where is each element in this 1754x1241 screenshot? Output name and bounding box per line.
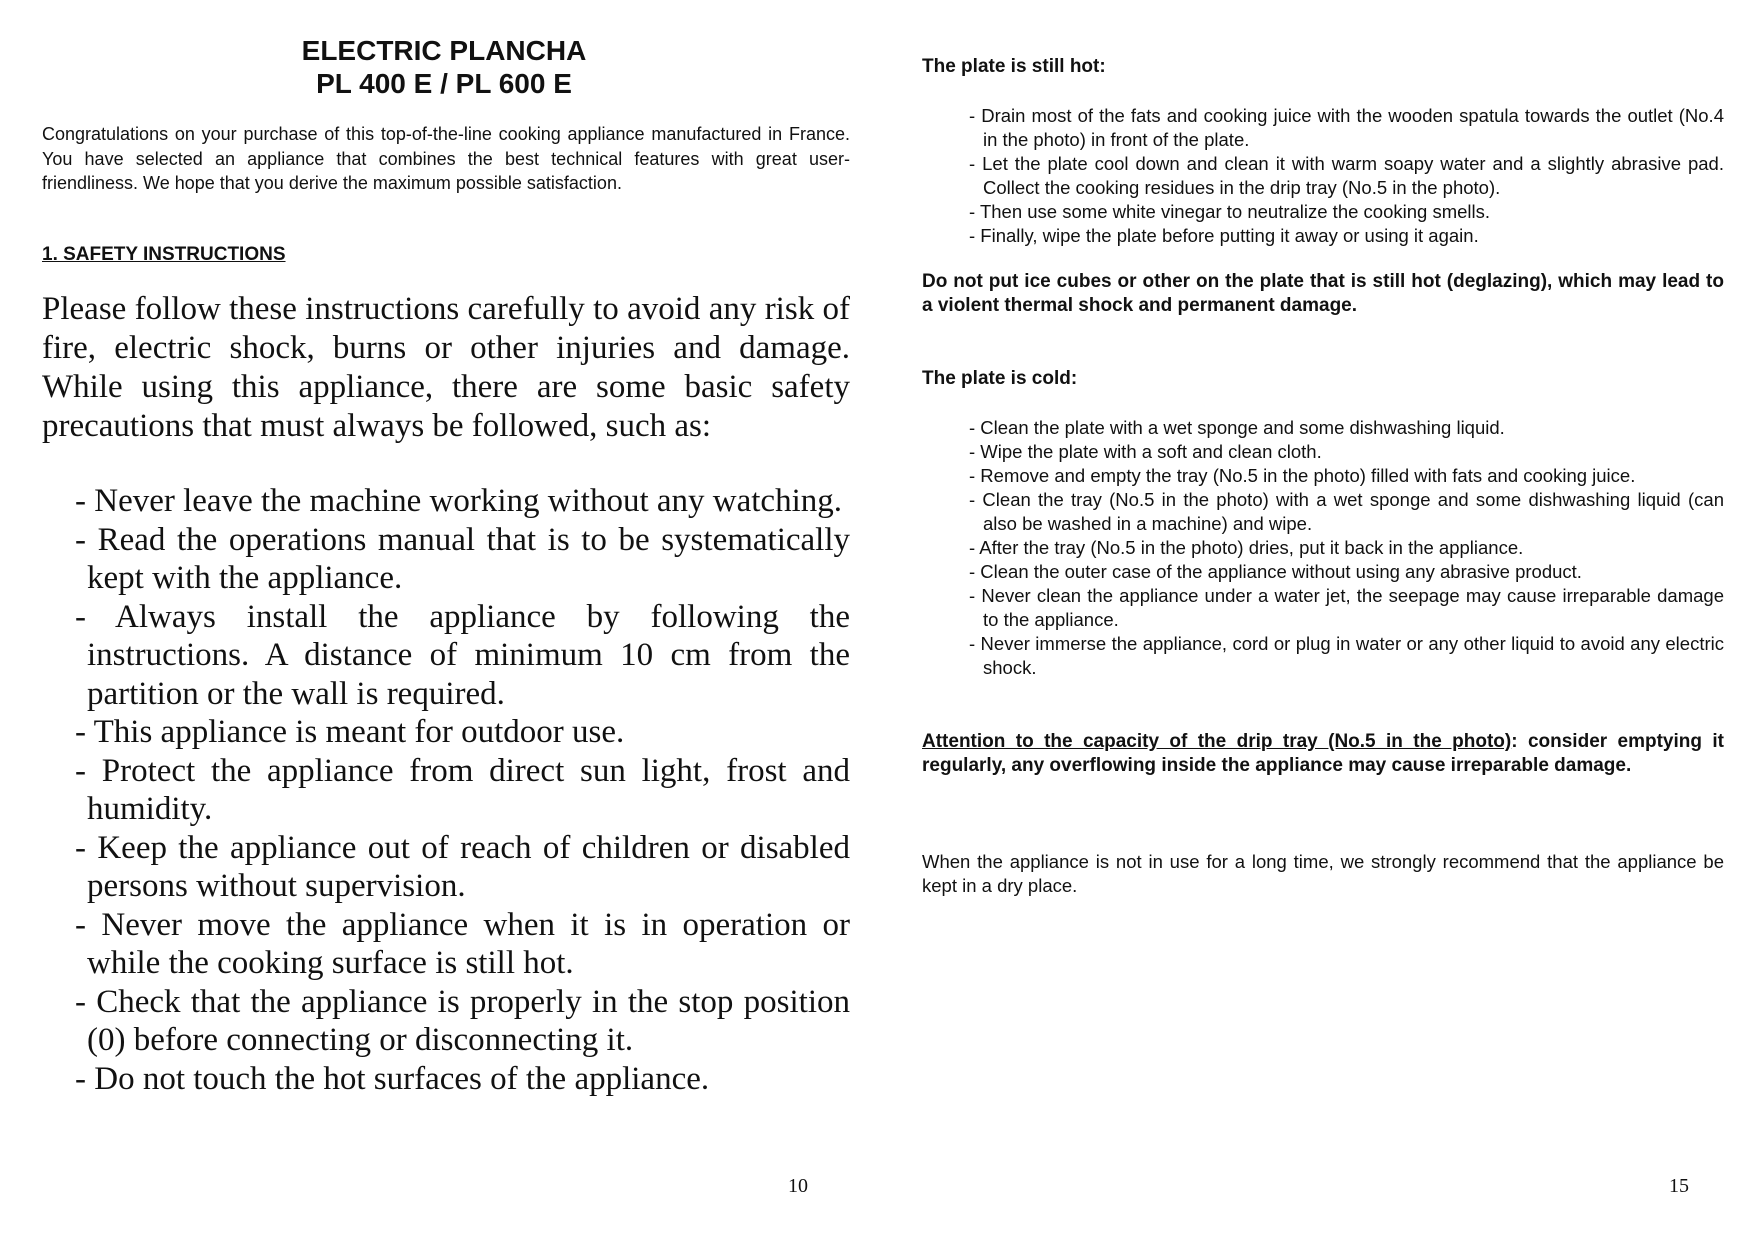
plate-cold-list	[969, 416, 1724, 680]
safety-item: - This appliance is meant for outdoor use.	[75, 714, 625, 750]
list-item: - Clean the tray (No.5 in the photo) with a wet sponge and some dishwashing liquid (can also be washed in a machine) and wipe.	[969, 489, 1724, 534]
attention-label: Attention to the capacity of the drip tray (No.5 in the photo)	[922, 731, 1512, 752]
safety-item: - Keep the appliance out of reach of children or disabled persons without supervision.	[75, 829, 850, 904]
safety-item: - Read the operations manual that is to be systematically kept with the appliance.	[75, 521, 850, 596]
list-item: - Then use some white vinegar to neutralize the cooking smells.	[969, 201, 1491, 222]
list-item: - Never immerse the appliance, cord or plug in water or any other liquid to avoid any electric shock.	[969, 633, 1724, 678]
storage-note: When the appliance is not in use for a long time, we strongly recommend that the appliance be kept in a dry place.	[922, 851, 1724, 896]
deglazing-warning: Do not put ice cubes or other on the plate that is still hot (deglazing), which may lead to a violent thermal shock and permanent damage.	[922, 271, 1724, 316]
page-number: 10	[788, 1175, 808, 1197]
list-item: - Let the plate cool down and clean it with warm soapy water and a slightly abrasive pad. Collect the cooking residues in the drip tray (No.5 in the photo).	[969, 153, 1724, 198]
title-line-2: PL 400 E / PL 600 E	[316, 68, 572, 99]
safety-item: - Never move the appliance when it is in operation or while the cooking surface is still hot.	[75, 906, 850, 981]
safety-item: - Protect the appliance from direct sun light, frost and humidity.	[75, 752, 850, 827]
list-item: - After the tray (No.5 in the photo) dries, put it back in the appliance.	[969, 537, 1524, 558]
safety-item: - Always install the appliance by following the instructions. A distance of minimum 10 cm from the partition or the wall is required.	[75, 598, 850, 712]
right-page	[877, 0, 1754, 1241]
page-number: 15	[1669, 1175, 1689, 1197]
intro-paragraph: Congratulations on your purchase of this top-of-the-line cooking appliance manufactured in France. You have selected an appliance that combines the best technical features with great user-friendliness. We hope that you derive the maximum possible satisfaction.	[42, 124, 850, 193]
list-item: - Finally, wipe the plate before putting it away or using it again.	[969, 225, 1479, 246]
safety-lead-paragraph: Please follow these instructions carefully to avoid any risk of fire, electric shock, burns or other injuries and damage. While using this appliance, there are some basic safety precautions that must always be followed, such as:	[42, 291, 850, 444]
list-item: - Never clean the appliance under a water jet, the seepage may cause irreparable damage to the appliance.	[969, 585, 1724, 630]
attention-text: : consider emptying it regularly, any overflowing inside the appliance may cause irreparable damage.	[922, 731, 1724, 776]
safety-item: - Never leave the machine working without any watching.	[75, 483, 842, 519]
document-title	[40, 34, 848, 100]
list-item: - Remove and empty the tray (No.5 in the photo) filled with fats and cooking juice.	[969, 465, 1636, 486]
title-line-1: ELECTRIC PLANCHA	[301, 35, 587, 66]
safety-section-heading: 1. SAFETY INSTRUCTIONS	[42, 244, 286, 265]
list-item: - Drain most of the fats and cooking juice with the wooden spatula towards the outlet (No.4 in the photo) in front of the plate.	[969, 105, 1724, 150]
plate-hot-heading: The plate is still hot:	[922, 56, 1106, 77]
safety-instructions-list	[75, 482, 850, 1098]
list-item: - Clean the plate with a wet sponge and some dishwashing liquid.	[969, 417, 1505, 438]
list-item: - Wipe the plate with a soft and clean cloth.	[969, 441, 1322, 462]
safety-item: - Check that the appliance is properly in the stop position (0) before connecting or disconnecting it.	[75, 983, 850, 1058]
safety-item: - Do not touch the hot surfaces of the appliance.	[75, 1060, 710, 1097]
drip-tray-attention	[922, 730, 1724, 778]
plate-hot-list	[969, 104, 1724, 248]
list-item: - Clean the outer case of the appliance without using any abrasive product.	[969, 561, 1582, 582]
plate-cold-heading: The plate is cold:	[922, 368, 1078, 389]
